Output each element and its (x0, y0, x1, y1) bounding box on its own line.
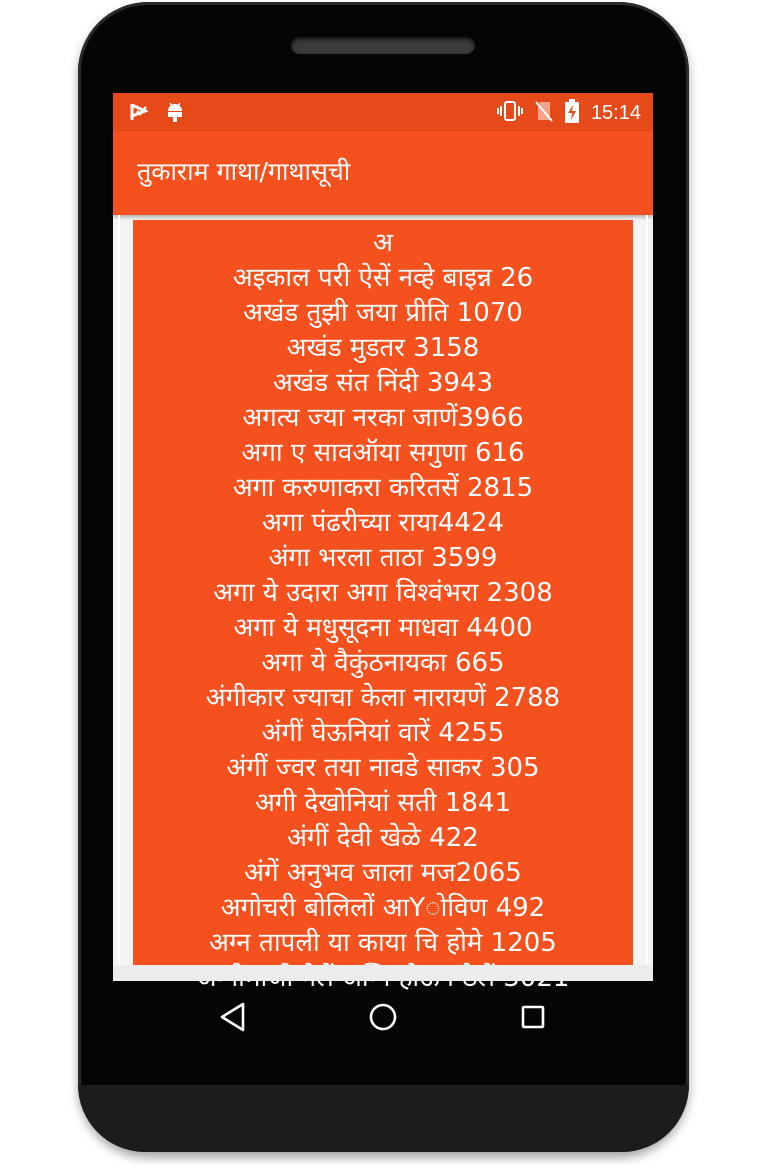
no-sim-icon (535, 100, 553, 126)
list-item[interactable]: अगा ये वैकुंठनायका 665 (261, 648, 505, 678)
status-bar (113, 93, 653, 131)
content-bottom-strip (113, 965, 653, 981)
list-item[interactable]: अगी देखोनियां सती 1841 (254, 788, 512, 818)
list-item[interactable]: अंगीं देवी खेळे 422 (287, 823, 479, 853)
list-item[interactable]: अगा पंढरीच्या राया4424 (262, 508, 504, 538)
recents-button[interactable] (513, 999, 553, 1039)
app-bar (113, 131, 653, 215)
home-button[interactable] (363, 999, 403, 1039)
list-item[interactable]: अगोचरी बोलिलों आYोविण 492 (220, 893, 546, 923)
status-right-icons (497, 99, 641, 127)
phone-speaker (291, 37, 475, 54)
list-item[interactable]: अगा ए सावऑया सगुणा 616 (241, 438, 525, 468)
list-item[interactable]: अखंड तुझी जया प्रीति 1070 (243, 298, 523, 328)
index-list (133, 220, 633, 996)
status-time: 15:14 (590, 101, 641, 124)
list-item[interactable]: अगा ये मधुसूदना माधवा 4400 (233, 613, 533, 643)
home-icon (368, 1002, 398, 1036)
list-item[interactable]: अंगीं घेऊनियां वारें 4255 (261, 718, 505, 748)
battery-charging-icon (565, 99, 579, 127)
nav-bar (113, 981, 653, 1053)
list-item[interactable]: अंगा भरला ताठा 3599 (268, 543, 498, 573)
recents-icon (520, 1004, 546, 1034)
list-item[interactable]: अग्न तापली या काया चि होमे 1205 (209, 928, 557, 958)
list-item[interactable]: अंगीकार ज्याचा केला नारायणें 2788 (205, 683, 561, 713)
phone-bottom-rim (78, 1085, 689, 1152)
vibrate-icon (497, 100, 523, 126)
screen (113, 93, 653, 981)
app-title: तुकाराम गाथा/गाथासूची (137, 157, 351, 186)
back-button[interactable] (213, 999, 253, 1039)
list-item[interactable]: अखंड मुडतर 3158 (286, 333, 480, 363)
list-item[interactable]: अगा ये उदारा अगा विश्वंभरा 2308 (213, 578, 553, 608)
list-item[interactable]: अगा करुणाकरा करितसें 2815 (232, 473, 534, 503)
status-left-icons (129, 101, 185, 127)
android-debug-icon (165, 101, 185, 127)
list-item[interactable]: अंगें अनुभव जाला मज2065 (244, 858, 522, 888)
section-header: अ (373, 228, 393, 258)
list-item[interactable]: अइकाल परी ऐसें नव्हे बाइन्न 26 (232, 263, 534, 293)
index-list-panel[interactable] (133, 220, 633, 965)
list-item[interactable]: अंगीं ज्वर तया नावडे साकर 305 (226, 753, 540, 783)
list-item[interactable]: अगत्य ज्या नरका जाणें3966 (242, 403, 524, 433)
list-item[interactable]: अखंड संत निंदी 3943 (272, 368, 494, 398)
flag-icon (129, 102, 149, 126)
back-icon (218, 1001, 248, 1037)
